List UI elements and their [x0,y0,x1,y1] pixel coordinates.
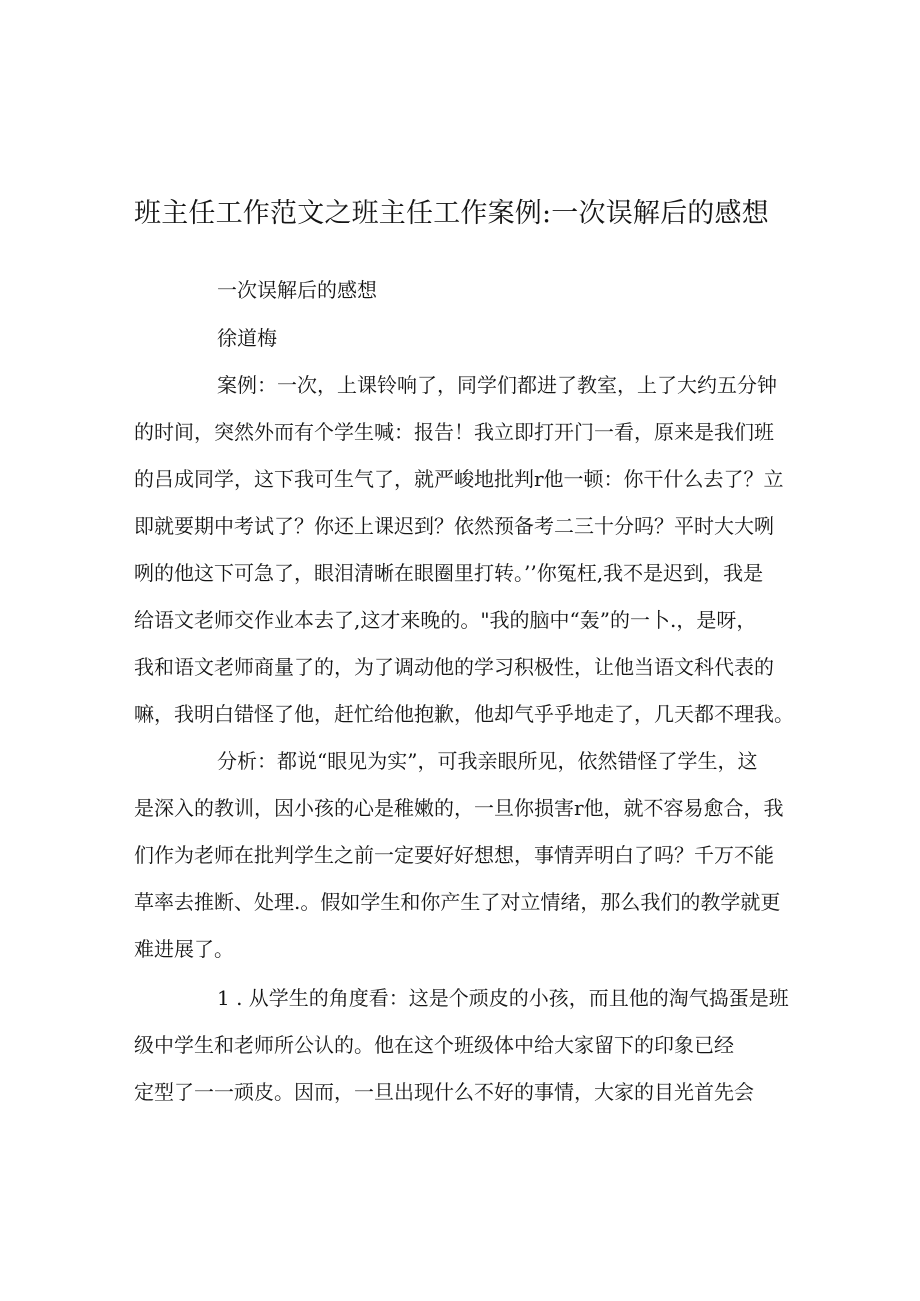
case-paragraph [134,362,794,738]
paragraph-line: 1 . 从学生的角度看：这是个顽皮的小孩，而且他的淘气捣蛋是班 [217,986,789,1010]
paragraph-line: 给语文老师交作业本去了,这才来晚的。"我的脑中“轰”的一卜.，是呀， [134,608,757,632]
student-perspective-paragraph [134,975,788,1116]
paragraph-line: 即就要期中考试了？你还上课迟到？依然预备考二三十分吗？平时大大咧 [134,514,774,538]
paragraph-line: 分析：都说“眼见为实”，可我亲眼所见，依然错怪了学生，这 [217,749,758,773]
paragraph-line: 案例：一次，上课铃响了，同学们都进了教室，上了大约五分钟 [217,373,777,397]
paragraph-line: 们作为老师在批判学生之前一定要好好想想，事情弄明白了吗？千万不能 [134,843,774,867]
analysis-paragraph [134,738,788,973]
document-title: 班主任工作范文之班主任工作案例:一次误解后的感想 [134,198,769,229]
paragraph-line: 我和语文老师商量了的，为了调动他的学习积极性，让他当语文科代表的 [134,655,774,679]
paragraph-line: 级中学生和老师所公认的。他在这个班级体中给大家留下的印象已经 [134,1033,734,1057]
paragraph-line: 是深入的教训，因小孩的心是稚嫩的，一旦你损害r他，就不容易愈合，我 [134,796,784,820]
author-name: 徐道梅 [217,326,277,350]
paragraph-line: 嘛，我明白错怪了他，赶忙给他抱歉，他却气乎乎地走了，几天都不理我。 [134,702,794,726]
paragraph-line: 草率去推断、处理.。假如学生和你产生了对立情绪，那么我们的教学就更 [134,890,781,914]
paragraph-line: 的吕成同学，这下我可生气了，就严峻地批判r他一顿：你干什么去了？立 [134,467,784,491]
article-subtitle: 一次误解后的感想 [217,278,377,302]
paragraph-line: 难进展了。 [134,937,234,961]
paragraph-line: 定型了一一顽皮。因而，一旦出现什么不好的事情，大家的目光首先会 [134,1080,754,1104]
paragraph-line: 咧的他这下可急了，眼泪清晰在眼圈里打转。’’你冤枉,我不是迟到，我是 [134,561,764,585]
paragraph-line: 的时间，突然外而有个学生喊：报告！我立即打开门一看，原来是我们班 [134,420,774,444]
